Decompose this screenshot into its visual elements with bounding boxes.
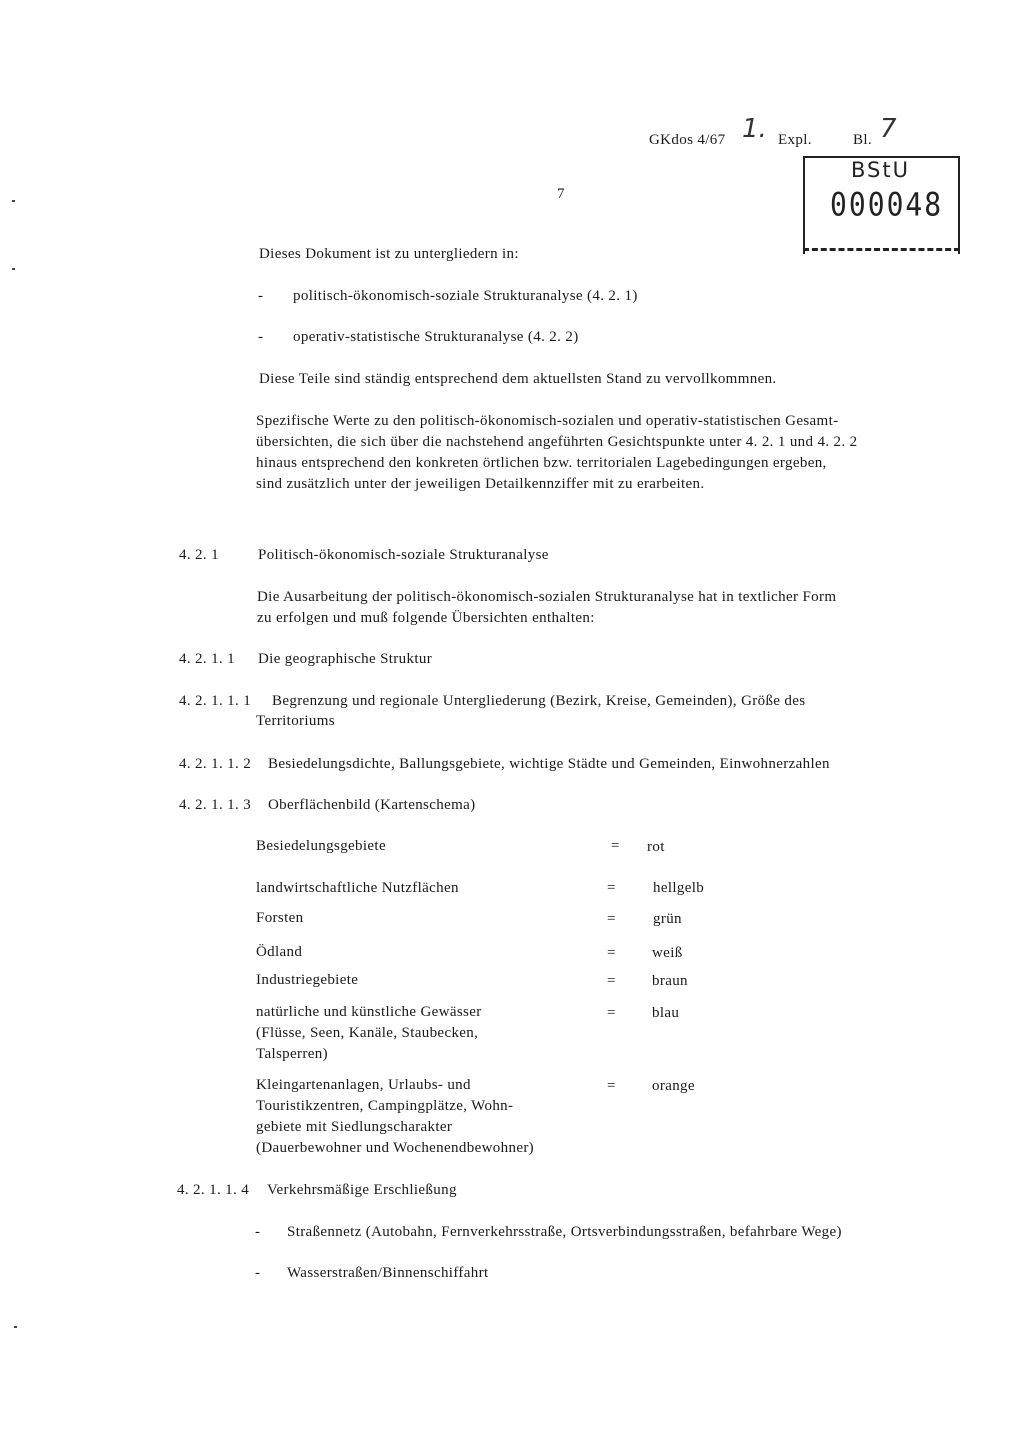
- margin-mark: [14, 1326, 17, 1328]
- handwritten-copy-number: 1.: [742, 114, 767, 144]
- legend-equals: =: [607, 1005, 616, 1021]
- legend-color: orange: [652, 1078, 695, 1094]
- legend-equals: =: [607, 945, 616, 961]
- item-number: 4. 2. 1. 1. 1: [179, 693, 252, 709]
- legend-label: natürliche und künstliche Gewässer: [256, 1004, 482, 1020]
- section-description-line: Die Ausarbeitung der politisch-ökonomisch-sozialen Strukturanalyse hat in textlicher Form: [257, 589, 837, 605]
- list-item: operativ-statistische Strukturanalyse (4. 2. 2): [293, 329, 579, 345]
- bl-label: Bl.: [853, 132, 872, 148]
- item-number: 4. 2. 1. 1. 4: [177, 1182, 250, 1198]
- stamp-dashed-line: [803, 248, 960, 251]
- legend-color: hellgelb: [653, 880, 705, 896]
- subsection-number: 4. 2. 1. 1: [179, 651, 235, 667]
- item-text: Territoriums: [256, 713, 335, 729]
- legend-equals: =: [607, 1078, 616, 1094]
- subsection-title: Die geographische Struktur: [258, 651, 433, 667]
- margin-mark: [12, 200, 15, 202]
- page-number: 7: [557, 186, 565, 202]
- document-reference: GKdos 4/67: [649, 132, 726, 148]
- legend-color: weiß: [652, 945, 683, 961]
- paragraph-line: hinaus entsprechend den konkreten örtlichen bzw. territorialen Lagebedingungen ergeben,: [256, 455, 827, 471]
- expl-label: Expl.: [778, 132, 812, 148]
- legend-equals: =: [611, 838, 620, 854]
- legend-label: Besiedelungsgebiete: [256, 838, 386, 854]
- legend-color: grün: [653, 911, 682, 927]
- item-text: Begrenzung und regionale Untergliederung (Bezirk, Kreise, Gemeinden), Größe des: [272, 693, 806, 709]
- item-text: Besiedelungsdichte, Ballungsgebiete, wichtige Städte und Gemeinden, Einwohnerzahlen: [268, 756, 830, 772]
- legend-label: (Flüsse, Seen, Kanäle, Staubecken,: [256, 1025, 479, 1041]
- legend-label: gebiete mit Siedlungscharakter: [256, 1119, 453, 1135]
- item-number: 4. 2. 1. 1. 2: [179, 756, 252, 772]
- legend-color: braun: [652, 973, 688, 989]
- list-item: Wasserstraßen/Binnenschiffahrt: [287, 1265, 489, 1281]
- list-bullet: -: [258, 329, 264, 345]
- item-text: Oberflächenbild (Kartenschema): [268, 797, 476, 813]
- legend-label: (Dauerbewohner und Wochenendbewohner): [256, 1140, 535, 1156]
- legend-color: blau: [652, 1005, 680, 1021]
- section-number: 4. 2. 1: [179, 547, 219, 563]
- item-text: Verkehrsmäßige Erschließung: [267, 1182, 457, 1198]
- legend-equals: =: [607, 911, 616, 927]
- legend-equals: =: [607, 880, 616, 896]
- paragraph-line: Spezifische Werte zu den politisch-ökonomisch-sozialen und operativ-statistischen Gesamt-: [256, 413, 839, 429]
- legend-color: rot: [647, 839, 665, 855]
- legend-label: Industriegebiete: [256, 972, 359, 988]
- legend-label: landwirtschaftliche Nutzflächen: [256, 880, 459, 896]
- stamp-number: 000048: [830, 185, 944, 224]
- handwritten-sheet-number: 7: [880, 114, 897, 144]
- list-item: politisch-ökonomisch-soziale Strukturanalyse (4. 2. 1): [293, 288, 638, 304]
- list-bullet: -: [255, 1265, 261, 1281]
- list-item: Straßennetz (Autobahn, Fernverkehrsstraße, Ortsverbindungsstraßen, befahrbare Wege): [287, 1224, 842, 1240]
- legend-label: Kleingartenanlagen, Urlaubs- und: [256, 1077, 471, 1093]
- legend-label: Talsperren): [256, 1046, 328, 1062]
- legend-equals: =: [607, 973, 616, 989]
- stamp-label: BStU: [851, 158, 910, 182]
- list-bullet: -: [255, 1224, 261, 1240]
- margin-mark: [12, 268, 15, 270]
- paragraph-line: übersichten, die sich über die nachstehend angeführten Gesichtspunkte unter 4. 2. 1 und 4. 2. 2: [256, 434, 858, 450]
- section-title: Politisch-ökonomisch-soziale Strukturanalyse: [258, 547, 549, 563]
- list-bullet: -: [258, 288, 264, 304]
- legend-label: Touristikzentren, Campingplätze, Wohn-: [256, 1098, 514, 1114]
- legend-label: Ödland: [256, 944, 303, 960]
- intro-lead: Dieses Dokument ist zu untergliedern in:: [259, 246, 519, 262]
- paragraph-line: sind zusätzlich unter der jeweiligen Detailkennziffer mit zu erarbeiten.: [256, 476, 705, 492]
- legend-label: Forsten: [256, 910, 304, 926]
- section-description-line: zu erfolgen und muß folgende Übersichten enthalten:: [257, 610, 595, 626]
- item-number: 4. 2. 1. 1. 3: [179, 797, 252, 813]
- paragraph: Diese Teile sind ständig entsprechend dem aktuellsten Stand zu vervollkommnen.: [259, 371, 777, 387]
